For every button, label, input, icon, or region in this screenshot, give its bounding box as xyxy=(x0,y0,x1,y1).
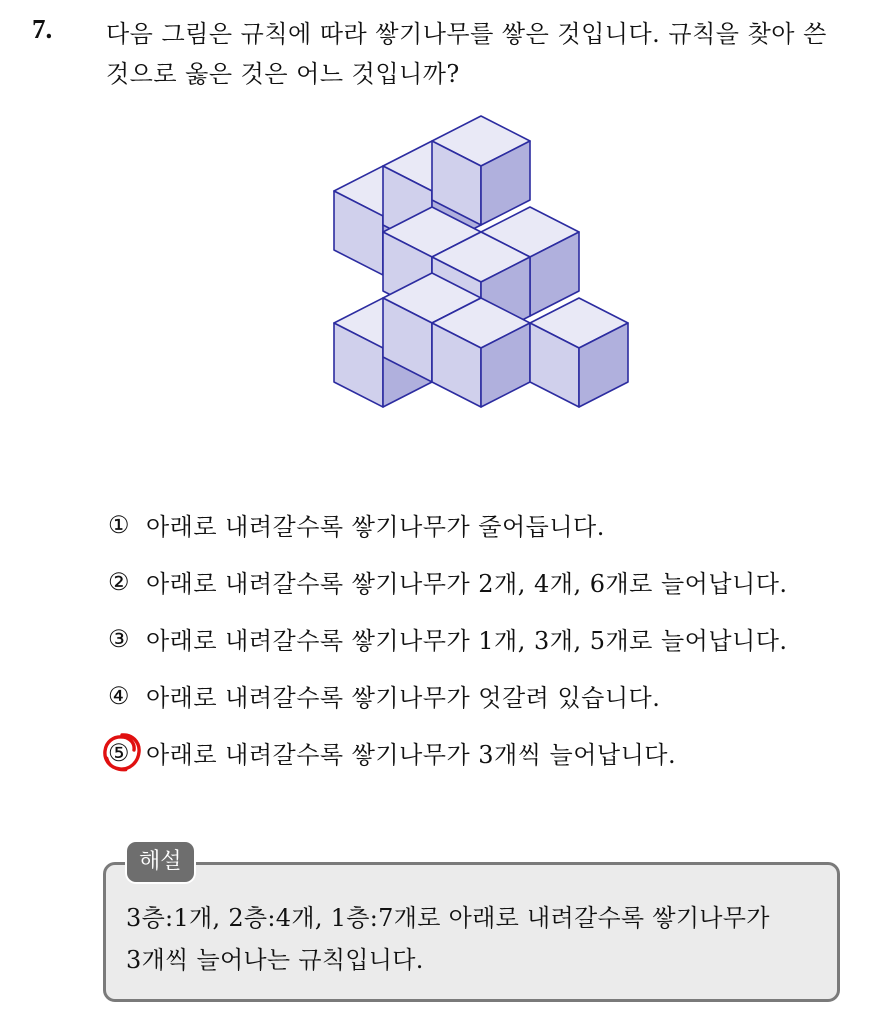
explanation-label: 해설 xyxy=(127,842,194,882)
question-line-1: 다음 그림은 규칙에 따라 쌓기나무를 쌓은 것입니다. 규칙을 찾아 쓴 xyxy=(106,20,827,48)
choice-3-mark: ③ xyxy=(108,624,131,653)
explanation-text xyxy=(126,897,826,981)
choice-1-text: 아래로 내려갈수록 쌓기나무가 줄어듭니다. xyxy=(146,513,605,541)
choice-4[interactable] xyxy=(108,667,868,724)
choice-2[interactable] xyxy=(108,553,868,610)
choice-3-text: 아래로 내려갈수록 쌓기나무가 1개, 3개, 5개로 늘어납니다. xyxy=(146,627,788,655)
answer-choices xyxy=(108,496,868,781)
choice-5-mark xyxy=(108,739,146,767)
choice-3[interactable] xyxy=(108,610,868,667)
question-line-2: 것으로 옳은 것은 어느 것입니까? xyxy=(106,60,460,88)
question-number: 7. xyxy=(32,14,53,44)
explanation-line-1: 3층:1개, 2층:4개, 1층:7개로 아래로 내려갈수록 쌓기나무가 xyxy=(126,904,770,932)
choice-4-text: 아래로 내려갈수록 쌓기나무가 엇갈려 있습니다. xyxy=(146,684,661,712)
question-text xyxy=(106,14,876,94)
choice-5[interactable] xyxy=(108,724,868,781)
choice-2-text: 아래로 내려갈수록 쌓기나무가 2개, 4개, 6개로 늘어납니다. xyxy=(146,570,788,598)
stacked-cubes-figure xyxy=(326,112,638,422)
choice-2-mark: ② xyxy=(108,567,131,596)
cube-bottom-right xyxy=(530,298,628,407)
explanation-line-2: 3개씩 늘어나는 규칙입니다. xyxy=(126,946,424,974)
choice-4-mark: ④ xyxy=(108,681,131,710)
choice-5-text: 아래로 내려갈수록 쌓기나무가 3개씩 늘어납니다. xyxy=(146,741,677,769)
choice-1-mark: ① xyxy=(108,510,131,539)
choice-5-mark-glyph: ⑤ xyxy=(108,738,131,767)
cubes-svg xyxy=(326,112,638,422)
choice-1[interactable] xyxy=(108,496,868,553)
